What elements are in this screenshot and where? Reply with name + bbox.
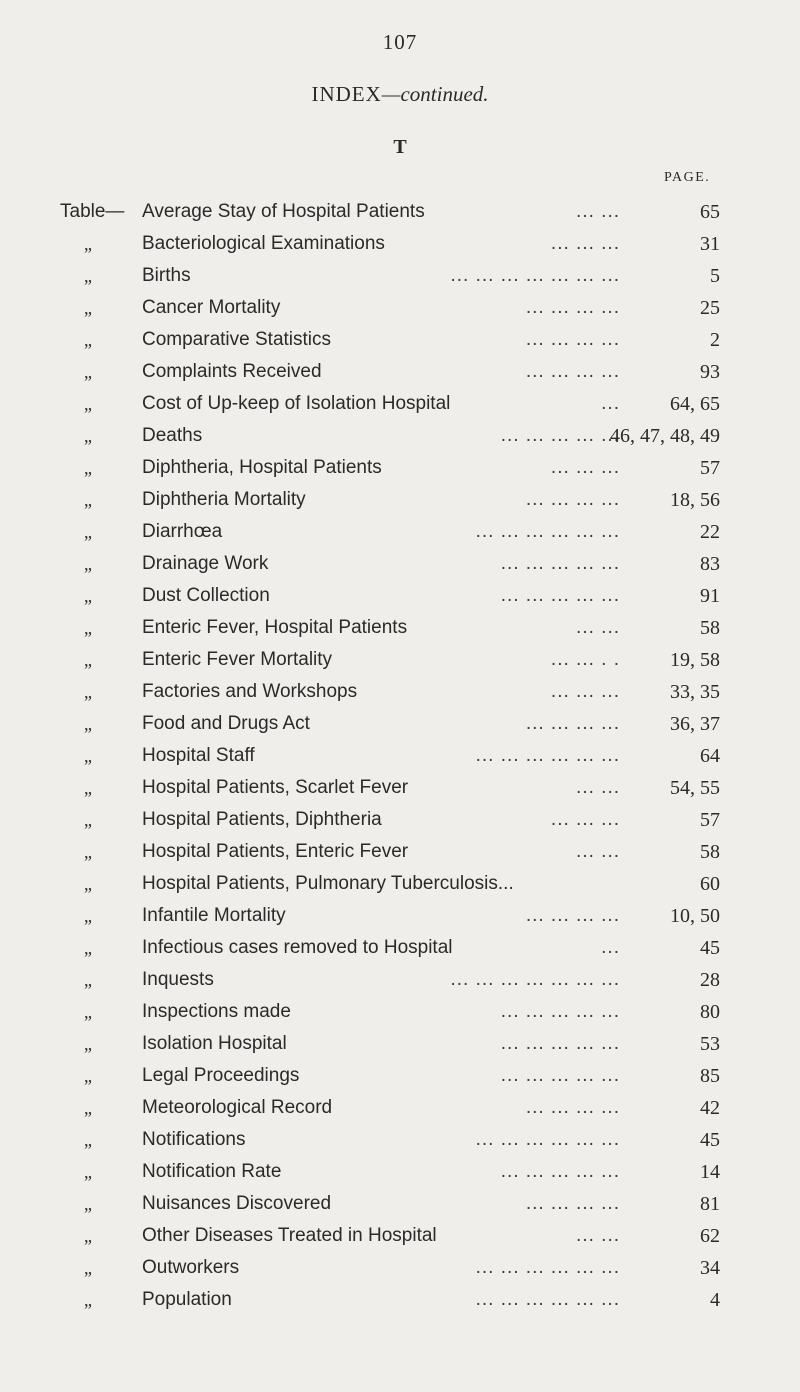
entry-leader-dots: ... ... ... ... (525, 713, 620, 734)
entry-page-numbers: 80 (700, 1001, 720, 1023)
index-entry (0, 484, 800, 516)
index-entry (0, 804, 800, 836)
index-entry (0, 228, 800, 260)
entry-page-numbers: 5 (710, 265, 720, 287)
ditto-mark: „ (84, 234, 92, 254)
index-entry (0, 1124, 800, 1156)
entry-title: Bacteriological Examinations (142, 233, 385, 254)
entry-title: Nuisances Discovered (142, 1193, 332, 1214)
index-entries (0, 196, 800, 1316)
entry-title: Drainage Work (142, 553, 269, 574)
ditto-mark: „ (84, 714, 92, 734)
index-title: INDEX (311, 82, 382, 106)
entry-leader-dots: ... ... ... ... (525, 1097, 620, 1118)
index-entry (0, 1060, 800, 1092)
entry-title: Population (142, 1289, 232, 1310)
entry-page-numbers: 62 (700, 1225, 720, 1247)
entry-leader-dots: ... ... ... ... (525, 297, 620, 318)
entry-page-numbers: 58 (700, 841, 720, 863)
entry-leader-dots: ... ... ... ... (525, 1193, 620, 1214)
entry-title: Diarrhœa (142, 521, 223, 542)
entry-leader-dots: ... ... ... ... ... ... (475, 1289, 620, 1310)
entry-page-numbers: 60 (700, 873, 720, 895)
entry-page-numbers: 33, 35 (670, 681, 720, 703)
ditto-mark: „ (84, 682, 92, 702)
entry-title: Enteric Fever, Hospital Patients (142, 617, 408, 638)
entry-leader-dots: ... ... ... (550, 681, 620, 702)
ditto-mark: „ (84, 1066, 92, 1086)
entry-leader-dots: ... ... ... ... ... (500, 1065, 620, 1086)
entry-title: Comparative Statistics (142, 329, 332, 350)
ditto-mark: „ (84, 1002, 92, 1022)
entry-title: Factories and Workshops (142, 681, 358, 702)
ditto-mark: „ (84, 554, 92, 574)
index-entry (0, 1028, 800, 1060)
entry-title: Diphtheria Mortality (142, 489, 306, 510)
ditto-mark: „ (84, 1130, 92, 1150)
entry-leader-dots: ... ... ... ... (525, 361, 620, 382)
entry-title: Notification Rate (142, 1161, 282, 1182)
entry-leader-dots: ... ... ... (550, 233, 620, 254)
entry-page-numbers: 25 (700, 297, 720, 319)
entry-title: Births (142, 265, 191, 286)
entry-title: Deaths (142, 425, 203, 446)
entry-page-numbers: 36, 37 (670, 713, 720, 735)
page-column-header: PAGE. (664, 170, 711, 185)
entry-leader-dots: ... ... (576, 201, 620, 222)
ditto-mark: „ (84, 970, 92, 990)
ditto-mark: „ (84, 746, 92, 766)
entry-title: Average Stay of Hospital Patients (142, 201, 425, 222)
index-entry (0, 452, 800, 484)
ditto-mark: „ (84, 906, 92, 926)
entry-title: Infectious cases removed to Hospital (142, 937, 453, 958)
ditto-mark: „ (84, 650, 92, 670)
ditto-mark: „ (84, 1290, 92, 1310)
entry-leader-dots: ... ... ... ... ... (500, 1161, 620, 1182)
entry-title: Outworkers (142, 1257, 240, 1278)
entry-title: Hospital Patients, Scarlet Fever (142, 777, 409, 798)
ditto-mark: „ (84, 938, 92, 958)
index-entry (0, 356, 800, 388)
ditto-mark: „ (84, 522, 92, 542)
index-entry (0, 1252, 800, 1284)
index-continued: —continued. (381, 82, 489, 106)
entry-title: Enteric Fever Mortality (142, 649, 333, 670)
entry-page-numbers: 42 (700, 1097, 720, 1119)
entry-page-numbers: 2 (710, 329, 720, 351)
entry-leader-dots: ... ... (576, 1225, 620, 1246)
entry-leader-dots: ... ... (576, 841, 620, 862)
index-entry (0, 580, 800, 612)
ditto-mark: „ (84, 266, 92, 286)
entry-title: Dust Collection (142, 585, 270, 606)
entry-leader-dots: ... (601, 393, 620, 414)
entry-title: Diphtheria, Hospital Patients (142, 457, 382, 478)
entry-title: Other Diseases Treated in Hospital (142, 1225, 437, 1246)
index-entry (0, 1092, 800, 1124)
entry-title: Inquests (142, 969, 214, 990)
entry-page-numbers: 28 (700, 969, 720, 991)
ditto-mark: „ (84, 618, 92, 638)
entry-title: Infantile Mortality (142, 905, 286, 926)
entry-page-numbers: 53 (700, 1033, 720, 1055)
entry-page-numbers: 57 (700, 457, 720, 479)
entry-leader-dots: ... ... ... (550, 457, 620, 478)
entry-leader-dots: ... ... (576, 617, 620, 638)
ditto-mark: „ (84, 842, 92, 862)
index-entry (0, 836, 800, 868)
ditto-mark: „ (84, 458, 92, 478)
entry-page-numbers: 65 (700, 201, 720, 223)
entry-title: Hospital Patients, Enteric Fever (142, 841, 409, 862)
entry-title: Legal Proceedings (142, 1065, 300, 1086)
entry-page-numbers: 64 (700, 745, 720, 767)
entry-title: Notifications (142, 1129, 246, 1150)
entry-leader-dots: ... ... ... ... ... ... (475, 745, 620, 766)
entry-page-numbers: 57 (700, 809, 720, 831)
ditto-mark: „ (84, 1194, 92, 1214)
ditto-mark: „ (84, 394, 92, 414)
entry-page-numbers: 91 (700, 585, 720, 607)
index-entry (0, 388, 800, 420)
index-entry (0, 772, 800, 804)
ditto-mark: „ (84, 490, 92, 510)
index-entry (0, 868, 800, 900)
index-entry (0, 292, 800, 324)
entry-page-numbers: 34 (700, 1257, 720, 1279)
index-entry (0, 644, 800, 676)
entry-leader-dots: ... ... ... ... (525, 489, 620, 510)
entry-leader-dots: ... ... ... ... ... (500, 1033, 620, 1054)
entry-title: Cancer Mortality (142, 297, 281, 318)
entry-leader-dots: ... ... ... ... ... (500, 425, 620, 446)
ditto-mark: „ (84, 778, 92, 798)
ditto-mark: „ (84, 330, 92, 350)
entry-page-numbers: 31 (700, 233, 720, 255)
entry-prefix: Table— (60, 201, 125, 222)
entry-page-numbers: 58 (700, 617, 720, 639)
index-entry (0, 900, 800, 932)
index-entry (0, 1220, 800, 1252)
index-entry (0, 420, 800, 452)
index-entry (0, 708, 800, 740)
entry-page-numbers: 45 (700, 937, 720, 959)
entry-title: Hospital Staff (142, 745, 255, 766)
ditto-mark: „ (84, 874, 92, 894)
ditto-mark: „ (84, 1162, 92, 1182)
entry-page-numbers: 10, 50 (670, 905, 720, 927)
entry-page-numbers: 14 (700, 1161, 720, 1183)
entry-leader-dots: ... ... ... ... ... ... ... (450, 265, 620, 286)
index-heading (0, 82, 800, 107)
entry-leader-dots: ... ... ... (550, 809, 620, 830)
entry-title: Hospital Patients, Diphtheria (142, 809, 382, 830)
entry-page-numbers: 22 (700, 521, 720, 543)
index-entry (0, 932, 800, 964)
entry-page-numbers: 85 (700, 1065, 720, 1087)
index-entry (0, 260, 800, 292)
index-entry (0, 324, 800, 356)
index-entry (0, 516, 800, 548)
entry-page-numbers: 19, 58 (670, 649, 720, 671)
index-entry (0, 740, 800, 772)
ditto-mark: „ (84, 810, 92, 830)
entry-title: Inspections made (142, 1001, 291, 1022)
entry-leader-dots: ... ... (576, 777, 620, 798)
ditto-mark: „ (84, 426, 92, 446)
entry-leader-dots: ... ... ... ... ... ... (475, 1257, 620, 1278)
entry-page-numbers: 64, 65 (670, 393, 720, 415)
entry-page-numbers: 54, 55 (670, 777, 720, 799)
entry-page-numbers: 46, 47, 48, 49 (610, 425, 720, 447)
index-entry (0, 676, 800, 708)
entry-leader-dots: ... ... ... ... ... ... ... (450, 969, 620, 990)
entry-leader-dots: ... ... ... ... (525, 329, 620, 350)
index-entry (0, 196, 800, 228)
index-entry (0, 1156, 800, 1188)
index-entry (0, 996, 800, 1028)
entry-page-numbers: 83 (700, 553, 720, 575)
entry-title: Hospital Patients, Pulmonary Tuberculosis... (142, 873, 514, 894)
index-entry (0, 964, 800, 996)
ditto-mark: „ (84, 586, 92, 606)
entry-page-numbers: 4 (710, 1289, 720, 1311)
entry-title: Food and Drugs Act (142, 713, 310, 734)
entry-leader-dots: ... ... ... ... ... ... (475, 521, 620, 542)
entry-page-numbers: 45 (700, 1129, 720, 1151)
index-entry (0, 1284, 800, 1316)
ditto-mark: „ (84, 362, 92, 382)
index-entry (0, 612, 800, 644)
page-number: 107 (382, 30, 418, 54)
entry-leader-dots: ... ... ... ... ... (500, 1001, 620, 1022)
ditto-mark: „ (84, 1258, 92, 1278)
entry-leader-dots: ... ... ... ... ... (500, 553, 620, 574)
index-entry (0, 1188, 800, 1220)
entry-title: Complaints Received (142, 361, 322, 382)
entry-title: Meteorological Record (142, 1097, 333, 1118)
entry-title: Isolation Hospital (142, 1033, 287, 1054)
entry-leader-dots: ... ... . . (550, 649, 620, 670)
entry-leader-dots: ... ... ... ... ... ... (475, 1129, 620, 1150)
ditto-mark: „ (84, 298, 92, 318)
ditto-mark: „ (84, 1226, 92, 1246)
entry-page-numbers: 81 (700, 1193, 720, 1215)
entry-leader-dots: ... ... ... ... ... (500, 585, 620, 606)
ditto-mark: „ (84, 1098, 92, 1118)
entry-leader-dots: ... (601, 937, 620, 958)
ditto-mark: „ (84, 1034, 92, 1054)
entry-page-numbers: 18, 56 (670, 489, 720, 511)
section-letter: T (393, 136, 407, 158)
entry-page-numbers: 93 (700, 361, 720, 383)
index-entry (0, 548, 800, 580)
entry-title: Cost of Up-keep of Isolation Hospital (142, 393, 451, 414)
entry-leader-dots: ... ... ... ... (525, 905, 620, 926)
